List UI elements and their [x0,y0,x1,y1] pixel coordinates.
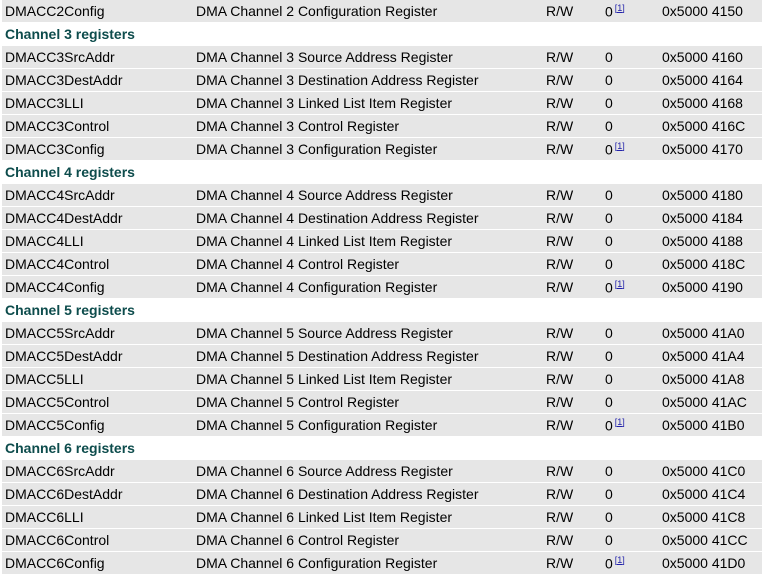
register-description: DMA Channel 4 Configuration Register [193,276,543,299]
table-row [2,253,762,276]
register-reset-value: 0 [605,417,613,434]
register-access: R/W [543,552,602,575]
register-access: R/W [543,506,602,529]
register-address: 0x5000 4190 [659,276,762,299]
register-address: 0x5000 41CC [659,529,762,552]
footnote-link[interactable]: [1] [614,416,625,427]
register-reset-value: 0 [605,394,613,410]
register-reset-value: 0 [605,233,613,249]
register-access: R/W [543,46,602,69]
register-access: R/W [543,322,602,345]
register-address: 0x5000 41D0 [659,552,762,575]
register-reset-cell [602,460,659,483]
register-description: DMA Channel 6 Linked List Item Register [193,506,543,529]
register-name: DMACC4DestAddr [2,207,193,230]
register-reset-cell [602,529,659,552]
table-row [2,483,762,506]
table-row [2,414,762,437]
register-name: DMACC6SrcAddr [2,460,193,483]
table-row [2,138,762,161]
register-reset-cell [602,184,659,207]
register-reset-cell [602,230,659,253]
register-description: DMA Channel 3 Control Register [193,115,543,138]
register-name: DMACC6DestAddr [2,483,193,506]
register-description: DMA Channel 5 Control Register [193,391,543,414]
register-description: DMA Channel 6 Configuration Register [193,552,543,575]
register-name: DMACC4Control [2,253,193,276]
register-access: R/W [543,529,602,552]
register-reset-value: 0 [605,325,613,341]
register-table-body [2,0,762,575]
register-description: DMA Channel 5 Configuration Register [193,414,543,437]
register-reset-value: 0 [605,486,613,502]
register-address: 0x5000 418C [659,253,762,276]
register-access: R/W [543,184,602,207]
register-access: R/W [543,483,602,506]
register-reset-cell [602,138,659,161]
register-description: DMA Channel 6 Destination Address Register [193,483,543,506]
register-reset-cell [602,0,659,23]
register-reset-value: 0 [605,256,613,272]
register-reset-value: 0 [605,3,613,20]
register-name: DMACC3Control [2,115,193,138]
register-reset-value: 0 [605,95,613,111]
register-reset-cell [602,483,659,506]
table-row [2,115,762,138]
register-name: DMACC4LLI [2,230,193,253]
register-description: DMA Channel 6 Source Address Register [193,460,543,483]
register-description: DMA Channel 5 Linked List Item Register [193,368,543,391]
register-reset-cell [602,276,659,299]
register-reset-value: 0 [605,463,613,479]
register-access: R/W [543,115,602,138]
register-access: R/W [543,345,602,368]
register-description: DMA Channel 3 Linked List Item Register [193,92,543,115]
table-row [2,230,762,253]
register-name: DMACC5Control [2,391,193,414]
register-description: DMA Channel 5 Source Address Register [193,322,543,345]
register-description: DMA Channel 4 Destination Address Register [193,207,543,230]
group-header-row [2,299,762,322]
table-row [2,322,762,345]
register-reset-cell [602,345,659,368]
register-reset-cell [602,414,659,437]
register-name: DMACC2Config [2,0,193,23]
register-description: DMA Channel 6 Control Register [193,529,543,552]
register-reset-value: 0 [605,72,613,88]
group-title: Channel 3 registers [2,23,762,46]
register-address: 0x5000 41C0 [659,460,762,483]
table-row [2,460,762,483]
footnote-link[interactable]: [1] [614,554,625,565]
register-reset-value: 0 [605,348,613,364]
register-access: R/W [543,138,602,161]
table-row [2,552,762,575]
register-address: 0x5000 41C8 [659,506,762,529]
table-row [2,506,762,529]
register-address: 0x5000 41AC [659,391,762,414]
table-row [2,529,762,552]
register-name: DMACC3Config [2,138,193,161]
group-title: Channel 4 registers [2,161,762,184]
register-address: 0x5000 4188 [659,230,762,253]
register-reset-value: 0 [605,118,613,134]
register-access: R/W [543,391,602,414]
register-description: DMA Channel 4 Source Address Register [193,184,543,207]
register-name: DMACC5Config [2,414,193,437]
register-reset-value: 0 [605,371,613,387]
register-description: DMA Channel 5 Destination Address Register [193,345,543,368]
table-row [2,368,762,391]
register-reset-value: 0 [605,141,613,158]
table-row [2,46,762,69]
register-description: DMA Channel 2 Configuration Register [193,0,543,23]
register-description: DMA Channel 3 Configuration Register [193,138,543,161]
register-reset-value: 0 [605,555,613,572]
table-row [2,184,762,207]
register-access: R/W [543,253,602,276]
register-table [2,0,762,575]
register-address: 0x5000 41A4 [659,345,762,368]
register-name: DMACC3DestAddr [2,69,193,92]
register-reset-value: 0 [605,279,613,296]
register-reset-value: 0 [605,49,613,65]
register-access: R/W [543,92,602,115]
register-reset-cell [602,46,659,69]
group-header-row [2,437,762,460]
table-row [2,92,762,115]
register-name: DMACC6LLI [2,506,193,529]
register-access: R/W [543,460,602,483]
register-access: R/W [543,276,602,299]
table-row [2,207,762,230]
register-reset-cell [602,207,659,230]
register-reset-cell [602,368,659,391]
register-address: 0x5000 4150 [659,0,762,23]
register-access: R/W [543,69,602,92]
register-reset-cell [602,391,659,414]
register-name: DMACC5SrcAddr [2,322,193,345]
register-name: DMACC5LLI [2,368,193,391]
register-reset-cell [602,92,659,115]
register-name: DMACC6Control [2,529,193,552]
register-address: 0x5000 41C4 [659,483,762,506]
register-access: R/W [543,0,602,23]
table-row [2,391,762,414]
register-address: 0x5000 41B0 [659,414,762,437]
register-description: DMA Channel 3 Destination Address Register [193,69,543,92]
register-description: DMA Channel 4 Linked List Item Register [193,230,543,253]
register-reset-cell [602,253,659,276]
table-row [2,69,762,92]
register-name: DMACC4SrcAddr [2,184,193,207]
footnote-link[interactable]: [1] [614,278,625,289]
table-row [2,345,762,368]
register-reset-cell [602,322,659,345]
register-access: R/W [543,368,602,391]
footnote-link[interactable]: [1] [614,2,625,13]
register-reset-value: 0 [605,532,613,548]
register-address: 0x5000 416C [659,115,762,138]
register-reset-value: 0 [605,509,613,525]
register-address: 0x5000 4164 [659,69,762,92]
register-name: DMACC3SrcAddr [2,46,193,69]
group-title: Channel 6 registers [2,437,762,460]
register-reset-cell [602,506,659,529]
register-name: DMACC5DestAddr [2,345,193,368]
register-address: 0x5000 4180 [659,184,762,207]
register-name: DMACC4Config [2,276,193,299]
register-reset-cell [602,115,659,138]
register-address: 0x5000 4170 [659,138,762,161]
group-header-row [2,161,762,184]
group-title: Channel 5 registers [2,299,762,322]
register-name: DMACC6Config [2,552,193,575]
register-reset-cell [602,69,659,92]
register-address: 0x5000 41A0 [659,322,762,345]
group-header-row [2,23,762,46]
register-reset-cell [602,552,659,575]
register-name: DMACC3LLI [2,92,193,115]
register-description: DMA Channel 4 Control Register [193,253,543,276]
footnote-link[interactable]: [1] [614,140,625,151]
register-access: R/W [543,230,602,253]
register-address: 0x5000 41A8 [659,368,762,391]
register-access: R/W [543,414,602,437]
register-reset-value: 0 [605,210,613,226]
register-reset-value: 0 [605,187,613,203]
table-row [2,276,762,299]
table-row [2,0,762,23]
register-description: DMA Channel 3 Source Address Register [193,46,543,69]
register-address: 0x5000 4184 [659,207,762,230]
register-address: 0x5000 4160 [659,46,762,69]
register-access: R/W [543,207,602,230]
register-address: 0x5000 4168 [659,92,762,115]
